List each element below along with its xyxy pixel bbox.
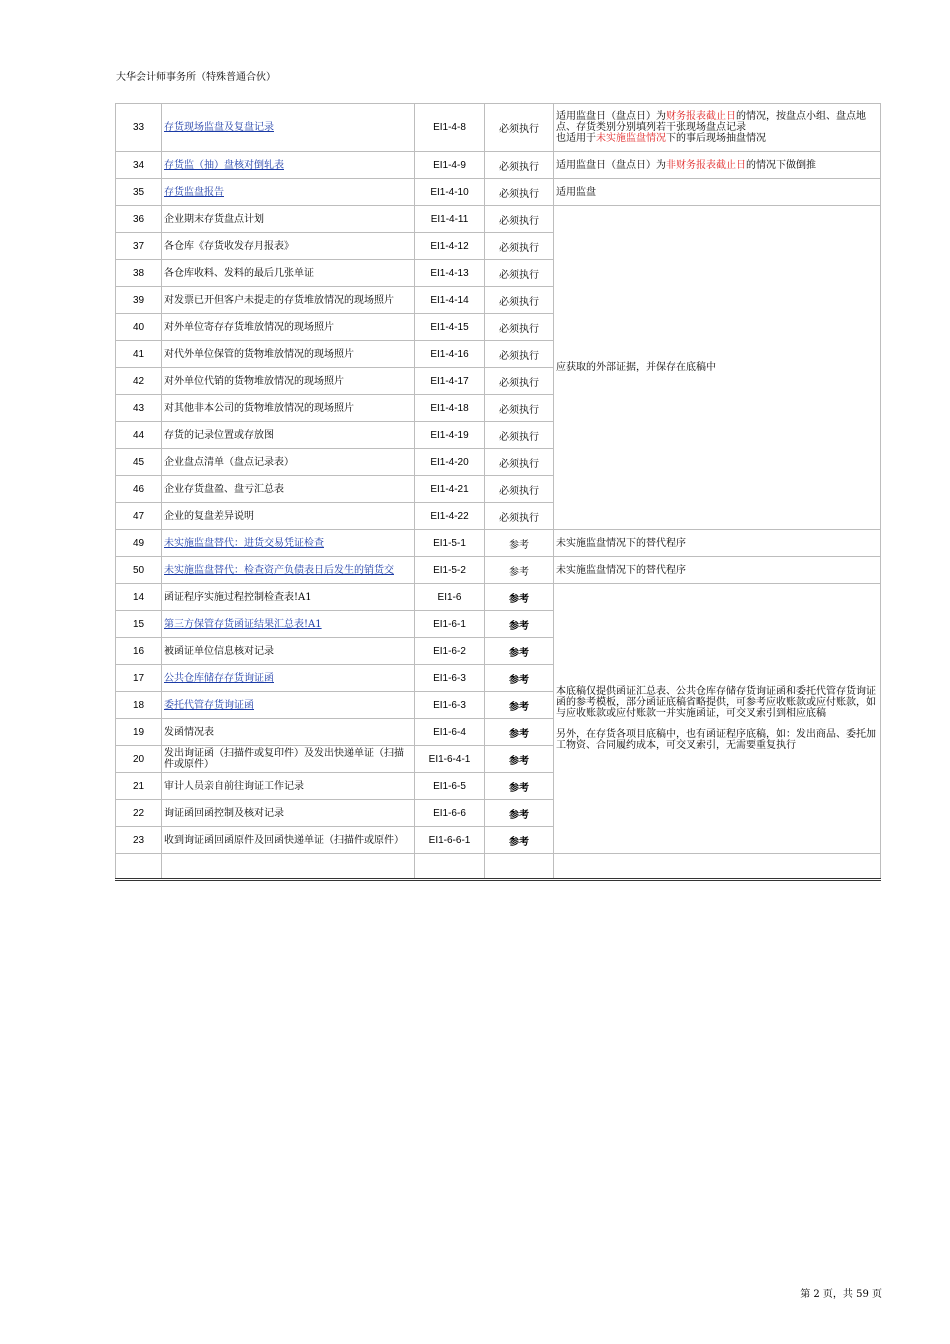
workpaper-link[interactable] (162, 611, 415, 638)
workpaper-name: 各仓库《存货收发存月报表》 (162, 233, 415, 260)
workpaper-name: 发出询证函（扫描件或复印件）及发出快递单证（扫描件或原件） (162, 746, 415, 773)
row-number: 20 (116, 746, 162, 773)
note-text: 的情况，按盘点小组、盘点地点、存货类别分别填列若干张现场盘点记录 (556, 111, 866, 133)
page-footer: 第 2 页，共 59 页 (800, 1289, 882, 1300)
workpaper-link[interactable] (162, 692, 415, 719)
row-number: 47 (116, 503, 162, 530)
note-n50: 未实施监盘情况下的替代程序 (554, 557, 881, 584)
note-paragraph: 另外，在存货各项目底稿中，也有函证程序底稿，如：发出商品、委托加工物资、合同履约成本，可交叉索引，无需要重复执行 (556, 729, 876, 751)
index-code: EI1-4-15 (415, 314, 485, 341)
row-number: 17 (116, 665, 162, 692)
row-number: 14 (116, 584, 162, 611)
note-paragraph: 本底稿仅提供函证汇总表、公共仓库存储存货询证函和委托代管存货询证函的参考模板，部分函证底稿省略提供，可参考应收账款或应付账款，如与应收账款或应付账款一并实施函证，可交叉索引到相应底稿 (556, 686, 876, 719)
index-code: EI1-4-22 (415, 503, 485, 530)
empty-row (116, 854, 881, 880)
workpaper-link-text[interactable]: 存货监盘报告 (164, 186, 224, 198)
note-n49: 未实施监盘情况下的替代程序 (554, 530, 881, 557)
row-number: 16 (116, 638, 162, 665)
row-number: 35 (116, 179, 162, 206)
row-number: 41 (116, 341, 162, 368)
index-code: EI1-4-12 (415, 233, 485, 260)
index-code: EI1-5-1 (415, 530, 485, 557)
workpaper-name: 被函证单位信息核对记录 (162, 638, 415, 665)
requirement: 参考 (485, 800, 554, 827)
workpaper-name: 对发票已开但客户未提走的存货堆放情况的现场照片 (162, 287, 415, 314)
row-number: 21 (116, 773, 162, 800)
requirement: 参考 (485, 530, 554, 557)
note-highlight: 未实施监盘情况 (596, 133, 666, 144)
workpaper-link[interactable] (162, 557, 415, 584)
empty-cell (116, 854, 162, 880)
index-code: EI1-6-4 (415, 719, 485, 746)
note-highlight: 财务报表截止日 (666, 111, 736, 122)
requirement: 必须执行 (485, 104, 554, 152)
requirement: 参考 (485, 665, 554, 692)
firm-header: 大华会计师事务所（特殊普通合伙） (116, 72, 276, 83)
index-code: EI1-6-6-1 (415, 827, 485, 854)
workpaper-name: 对外单位代销的货物堆放情况的现场照片 (162, 368, 415, 395)
row-number: 45 (116, 449, 162, 476)
row-number: 40 (116, 314, 162, 341)
workpaper-name: 询证函回函控制及核对记录 (162, 800, 415, 827)
requirement: 参考 (485, 719, 554, 746)
workpaper-name: 各仓库收料、发料的最后几张单证 (162, 260, 415, 287)
workpaper-name: 企业存货盘盈、盘亏汇总表 (162, 476, 415, 503)
index-code: EI1-4-9 (415, 152, 485, 179)
note-text: 适用监盘日（盘点日）为 (556, 159, 666, 171)
requirement: 必须执行 (485, 422, 554, 449)
requirement: 参考 (485, 611, 554, 638)
row-number: 49 (116, 530, 162, 557)
note-text: 下的事后现场抽盘情况 (666, 133, 766, 144)
requirement: 必须执行 (485, 395, 554, 422)
workpaper-name: 企业期末存货盘点计划 (162, 206, 415, 233)
table-row (116, 104, 881, 152)
index-code: EI1-6 (415, 584, 485, 611)
requirement: 必须执行 (485, 449, 554, 476)
index-code: EI1-4-20 (415, 449, 485, 476)
index-code: EI1-4-14 (415, 287, 485, 314)
workpaper-link-text[interactable]: 第三方保管存货函证结果汇总表!A1 (164, 618, 322, 630)
index-code: EI1-6-5 (415, 773, 485, 800)
note-text: 的情况下做倒推 (746, 159, 816, 171)
requirement: 必须执行 (485, 260, 554, 287)
index-code: EI1-6-3 (415, 665, 485, 692)
index-code: EI1-6-2 (415, 638, 485, 665)
requirement: 必须执行 (485, 503, 554, 530)
workpaper-link[interactable] (162, 152, 415, 179)
note-text: 适用监盘日（盘点日）为 (556, 111, 666, 122)
row-number: 42 (116, 368, 162, 395)
requirement: 必须执行 (485, 314, 554, 341)
table-row (116, 584, 881, 611)
workpaper-link-text[interactable]: 存货现场监盘及复盘记录 (164, 122, 274, 133)
requirement: 参考 (485, 557, 554, 584)
requirement: 参考 (485, 827, 554, 854)
index-code: EI1-4-21 (415, 476, 485, 503)
requirement: 必须执行 (485, 206, 554, 233)
workpaper-link[interactable] (162, 665, 415, 692)
row-number: 22 (116, 800, 162, 827)
row-number: 50 (116, 557, 162, 584)
note-highlight: 非财务报表截止日 (666, 159, 746, 171)
index-code: EI1-5-2 (415, 557, 485, 584)
index-code: EI1-6-1 (415, 611, 485, 638)
workpaper-link[interactable] (162, 530, 415, 557)
empty-cell (485, 854, 554, 880)
requirement: 必须执行 (485, 287, 554, 314)
workpaper-link-text[interactable]: 存货监（抽）盘核对倒轧表 (164, 159, 284, 171)
note-n34 (554, 152, 881, 179)
workpaper-name: 存货的记录位置或存放图 (162, 422, 415, 449)
row-number: 38 (116, 260, 162, 287)
empty-cell (162, 854, 415, 880)
index-code: EI1-6-3 (415, 692, 485, 719)
row-number: 33 (116, 104, 162, 152)
note-text: 也适用于 (556, 133, 596, 144)
note-n36_47: 应获取的外部证据，并保存在底稿中 (554, 206, 881, 530)
workpaper-name: 审计人员亲自前往询证工作记录 (162, 773, 415, 800)
row-number: 18 (116, 692, 162, 719)
row-number: 39 (116, 287, 162, 314)
workpaper-link-text[interactable]: 未实施监盘替代：检查资产负债表日后发生的销货交 (164, 564, 394, 576)
index-code: EI1-4-19 (415, 422, 485, 449)
workpaper-name: 企业盘点清单（盘点记录表） (162, 449, 415, 476)
row-number: 23 (116, 827, 162, 854)
workpaper-link-text[interactable]: 未实施监盘替代：进货交易凭证检查 (164, 537, 324, 549)
requirement: 参考 (485, 773, 554, 800)
workpaper-link[interactable] (162, 104, 415, 152)
index-code: EI1-4-18 (415, 395, 485, 422)
row-number: 44 (116, 422, 162, 449)
requirement: 必须执行 (485, 341, 554, 368)
table-row (116, 530, 881, 557)
requirement: 必须执行 (485, 233, 554, 260)
workpaper-name: 对代外单位保管的货物堆放情况的现场照片 (162, 341, 415, 368)
requirement: 必须执行 (485, 476, 554, 503)
requirement: 参考 (485, 746, 554, 773)
table-row (116, 557, 881, 584)
index-code: EI1-6-6 (415, 800, 485, 827)
row-number: 36 (116, 206, 162, 233)
requirement: 参考 (485, 584, 554, 611)
note-n33 (554, 104, 881, 152)
index-code: EI1-4-17 (415, 368, 485, 395)
workpaper-link-text[interactable]: 委托代管存货询证函 (164, 699, 254, 711)
workpaper-name: 对外单位寄存存货堆放情况的现场照片 (162, 314, 415, 341)
index-code: EI1-4-10 (415, 179, 485, 206)
note-n35: 适用监盘 (554, 179, 881, 206)
requirement: 参考 (485, 638, 554, 665)
workpaper-name: 发函情况表 (162, 719, 415, 746)
row-number: 19 (116, 719, 162, 746)
row-number: 37 (116, 233, 162, 260)
row-number: 34 (116, 152, 162, 179)
index-code: EI1-4-13 (415, 260, 485, 287)
index-code: EI1-4-8 (415, 104, 485, 152)
row-number: 46 (116, 476, 162, 503)
table-row (116, 206, 881, 233)
workpaper-link-text[interactable]: 公共仓库储存存货询证函 (164, 672, 274, 684)
requirement: 必须执行 (485, 152, 554, 179)
workpaper-table (115, 103, 881, 881)
note-n14_23 (554, 584, 881, 854)
row-number: 15 (116, 611, 162, 638)
table-row (116, 152, 881, 179)
empty-cell (415, 854, 485, 880)
requirement: 必须执行 (485, 179, 554, 206)
workpaper-link[interactable] (162, 179, 415, 206)
workpaper-name: 收到询证函回函原件及回函快递单证（扫描件或原件） (162, 827, 415, 854)
workpaper-name: 对其他非本公司的货物堆放情况的现场照片 (162, 395, 415, 422)
row-number: 43 (116, 395, 162, 422)
index-code: EI1-4-11 (415, 206, 485, 233)
index-code: EI1-4-16 (415, 341, 485, 368)
index-code: EI1-6-4-1 (415, 746, 485, 773)
requirement: 参考 (485, 692, 554, 719)
empty-cell (554, 854, 881, 880)
workpaper-name: 函证程序实施过程控制检查表!A1 (162, 584, 415, 611)
requirement: 必须执行 (485, 368, 554, 395)
workpaper-name: 企业的复盘差异说明 (162, 503, 415, 530)
table-row (116, 179, 881, 206)
